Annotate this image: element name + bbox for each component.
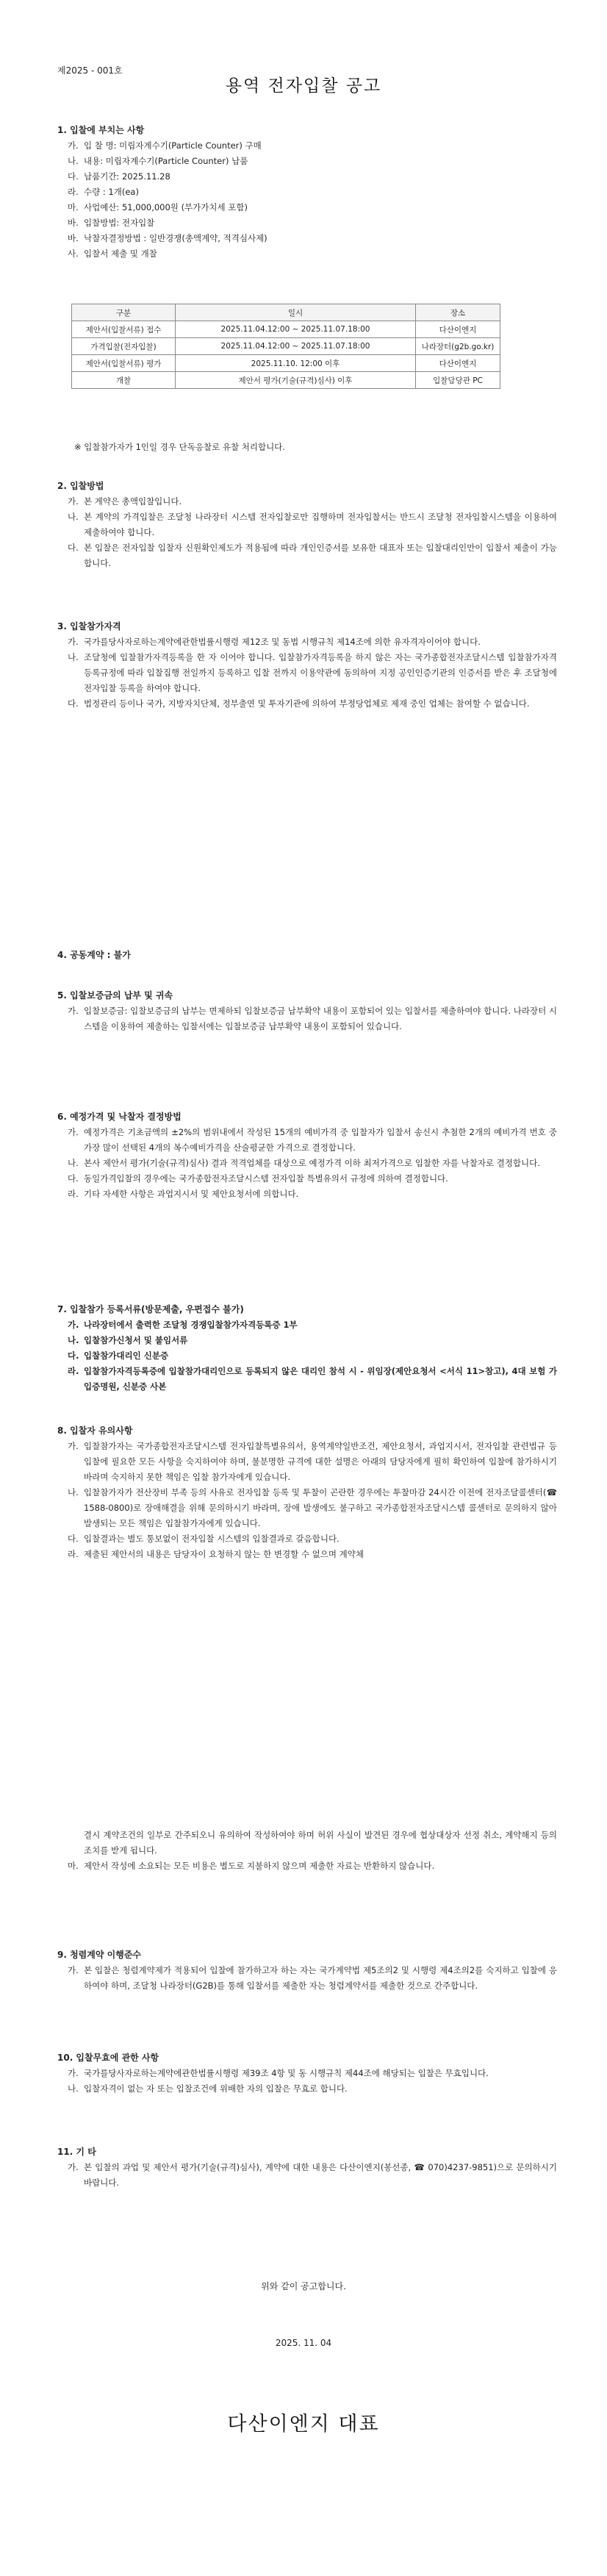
section-8 <box>57 1424 557 1562</box>
section-3-title: 3. 입찰참가자격 <box>57 621 121 632</box>
single-bidder-note: ※ 입찰참가자가 1인일 경우 단독응찰로 유찰 처리합니다. <box>74 442 285 452</box>
section-7-title: 7. 입찰참가 등록서류(방문제출, 우편접수 불가) <box>57 1304 244 1314</box>
list-item-label: 가. <box>68 1441 79 1451</box>
section-1 <box>57 124 557 262</box>
section-11 <box>57 2145 557 2191</box>
list-item-text: 제안서 작성에 소요되는 모든 비용은 별도로 지불하지 않으며 제출한 자료는 반환하지 않습니다. <box>84 1861 435 1871</box>
list-item <box>57 154 557 169</box>
table-cell: 개찰 <box>72 372 176 389</box>
list-item-text: 제출된 제안서의 내용은 담당자이 요청하지 않는 한 변경할 수 없으며 계약체 <box>84 1549 364 1559</box>
list-item-text: 예정가격은 기초금액의 ±2%의 범위내에서 작성된 15개의 예비가격 중 입찰자가 입찰서 송신시 추첨한 2개의 예비가격 번호 중 가장 많이 선택된 4개의 복수예비가격을 산술평균한 가격으로 결정합니다. <box>84 1127 557 1153</box>
list-item <box>57 1333 557 1348</box>
list-item-label: 가. <box>68 2068 79 2078</box>
section-6-title: 6. 예정가격 및 낙찰자 결정방법 <box>57 1112 182 1122</box>
section-8-continued <box>57 1828 557 1874</box>
list-item <box>57 696 557 712</box>
list-item <box>57 650 557 696</box>
table-row <box>72 355 500 372</box>
list-item <box>57 1531 557 1547</box>
list-item-label: 다. <box>68 1534 79 1544</box>
list-item <box>57 1317 557 1333</box>
list-item-text: 입찰결과는 별도 통보없이 전자입찰 시스템의 입찰결과로 갈음합니다. <box>84 1534 340 1544</box>
list-item-text: 수량 : 1개(ea) <box>84 187 139 197</box>
list-item-label: 나. <box>68 2083 79 2094</box>
list-item-text: 조달청에 입찰참가자격등록을 한 자 이어야 합니다. 입찰참가자격등록을 하지 않은 자는 국가종합전자조달시스템 입찰참가자격 등록규정에 따라 입찰집행 전일까지 등록하고 입찰 전까지 이용약관에 동의하여 지정 공인인증기관의 인증서를 받은 후 조달청에 전자입찰 등록을 하여야 합니다. <box>84 652 557 693</box>
list-item <box>57 200 557 215</box>
list-item <box>57 634 557 650</box>
list-item-text: 입찰참가자격등록증에 입찰참가대리인으로 등록되지 않은 대리인 참석 시 - 위임장(제안요청서 <서식 11>참고), 4대 보험 가입증명원, 신분증 사본 <box>84 1366 557 1392</box>
doc-number: 제2025 - 001호 <box>57 65 123 76</box>
list-item-label: 다. <box>68 171 79 182</box>
list-item <box>57 1156 557 1171</box>
list-item <box>57 185 557 200</box>
list-item <box>57 1547 557 1562</box>
list-item-label: 마. <box>68 1861 79 1871</box>
section-9 <box>57 1948 557 1994</box>
section-1-title: 1. 입찰에 부치는 사항 <box>57 125 145 135</box>
list-item-label: 가. <box>68 1320 79 1330</box>
table-header-row <box>72 304 500 321</box>
table-cell: 2025.11.04.12:00 ~ 2025.11.07.18:00 <box>176 338 416 355</box>
list-item <box>57 1187 557 1202</box>
list-item-text: 입찰방법: 전자입찰 <box>84 218 155 228</box>
list-item <box>57 1858 557 1874</box>
list-item-text: 본 입찰의 과업 및 제안서 평가(기술(규격)심사), 계약에 대한 내용은 다산이엔지(봉선종, ☎ 070)4237-9851)으로 문의하시기 바랍니다. <box>84 2162 557 2188</box>
list-item <box>57 1485 557 1531</box>
table-cell: 2025.11.04.12:00 ~ 2025.11.07.18:00 <box>176 321 416 338</box>
section-4-title: 4. 공동계약 : 불가 <box>57 950 131 960</box>
section-2-title: 2. 입찰방법 <box>57 481 104 491</box>
notice-date: 2025. 11. 04 <box>275 2338 332 2348</box>
list-item-text: 낙찰자결정방법 : 일반경쟁(총액계약, 적격심사제) <box>84 233 267 243</box>
section-2 <box>57 479 557 571</box>
list-item <box>57 215 557 231</box>
list-item-label: 바. <box>68 233 79 243</box>
list-item <box>57 1439 557 1485</box>
list-item-text: 국가를당사자로하는계약에관한법률시행령 제12조 및 동법 시행규칙 제14조에 의한 유자격자이어야 합니다. <box>84 637 481 647</box>
list-item <box>57 1003 557 1034</box>
table-cell: 다산이엔지 <box>416 321 500 338</box>
table-header-cell: 일시 <box>176 304 416 321</box>
list-item-label: 나. <box>68 1158 79 1168</box>
list-item-text: 입찰자격이 없는 자 또는 입찰조건에 위배한 자의 입찰은 무효로 합니다. <box>84 2083 348 2094</box>
list-item-label: 라. <box>68 1366 79 1376</box>
list-item-label: 다. <box>68 698 79 709</box>
list-item <box>57 1171 557 1187</box>
table-cell: 2025.11.10. 12:00 이후 <box>176 355 416 372</box>
section-10 <box>57 2051 557 2097</box>
list-item <box>57 1364 557 1395</box>
list-item <box>57 246 557 262</box>
section-5 <box>57 989 557 1034</box>
list-item-text: 기타 자세한 사항은 과업지시서 및 제안요청서에 의합니다. <box>84 1189 299 1199</box>
list-item <box>57 1125 557 1156</box>
list-item-label: 바. <box>68 218 79 228</box>
list-item-text: 입찰참가자가 전산장비 부족 등의 사유로 전자입찰 등록 및 투찰이 곤란한 경우에는 투찰마감 24시간 이전에 전자조달콜센터(☎ 1588-0800)로 장애해결을 위해 문의하시기 바라며, 장애 발생에도 불구하고 국가종합전자조달시스템 콜센터로 문의하지 않아 발생되는 모든 책임은 입찰참가자에게 있습니다. <box>84 1487 557 1528</box>
list-item-label: 나. <box>68 1487 79 1498</box>
list-item-text: 내용: 미립자계수기(Particle Counter) 납품 <box>84 156 248 166</box>
list-item-text: 국가를당사자로하는계약에관한법률시행령 제39조 4항 및 동 시행규칙 제44조에 해당되는 입찰은 무효입니다. <box>84 2068 489 2078</box>
list-item-label: 나. <box>68 156 79 166</box>
section-4 <box>57 948 557 963</box>
table-cell: 입찰담당관 PC <box>416 372 500 389</box>
table-cell: 제안서 평가(기술(규격)심사) 이후 <box>176 372 416 389</box>
signer-name: 다산이엔지 대표 <box>227 2413 380 2436</box>
table-cell: 제안서(입찰서류) 접수 <box>72 321 176 338</box>
section-6 <box>57 1110 557 1202</box>
list-item-label: 나. <box>68 512 79 522</box>
list-item <box>57 231 557 246</box>
list-item-label: 나. <box>68 1335 79 1345</box>
list-item <box>57 1963 557 1994</box>
table-cell: 나라장터(g2b.go.kr) <box>416 338 500 355</box>
section-3 <box>57 620 557 712</box>
list-item-text: 입찰참가자는 국가종합전자조달시스템 전자입찰특별유의서, 용역계약일반조건, 제안요청서, 과업지시서, 전자입찰 관련법규 등 입찰에 필요한 모든 사항을 숙지하여야 하며, 불분명한 규격에 대한 설명은 아래의 담당자에게 필히 확인하여 입찰에 참가하시기 바라며 숙지하지 못한 책임은 입찰 참가자에게 있습니다. <box>84 1441 557 1482</box>
list-item <box>57 540 557 571</box>
section-11-title: 11. 기 타 <box>57 2147 96 2157</box>
closing-statement: 위와 같이 공고합니다. <box>261 2281 346 2291</box>
section-5-title: 5. 입찰보증금의 납부 및 귀속 <box>57 990 173 1001</box>
list-item-label: 라. <box>68 1189 79 1199</box>
list-item-label: 가. <box>68 2162 79 2172</box>
list-item-label: 나. <box>68 652 79 662</box>
page-title: 용역 전자입찰 공고 <box>225 76 382 96</box>
section-10-title: 10. 입찰무효에 관한 사항 <box>57 2053 159 2063</box>
list-item-label: 가. <box>68 140 79 151</box>
section-9-title: 9. 청렴계약 이행준수 <box>57 1950 142 1960</box>
list-item <box>57 2160 557 2191</box>
list-item <box>57 509 557 540</box>
list-item-text: 입 찰 명: 미립자계수기(Particle Counter) 구매 <box>84 140 262 151</box>
list-item-label: 가. <box>68 1006 79 1016</box>
table-header-cell: 구분 <box>72 304 176 321</box>
list-item-text: 입찰보증금: 입찰보증금의 납부는 면제하되 입찰보증금 납부확약 내용이 포함되어 있는 입찰서를 제출하여야 합니다. 나라장터 시스템을 이용하여 제출하는 입찰서에는 입찰보증금 납부확약 내용이 포함되어 있습니다. <box>84 1006 557 1031</box>
list-item-text: 본 입찰은 청렴계약제가 적용되어 입찰에 참가하고자 하는 자는 국가계약법 제5조의2 및 시행령 제4조의2를 숙지하고 입찰에 응하여야 하며, 조달청 나라장터(G2B)를 통해 입찰서를 제출한 자는 청렴계약서를 제출한 것으로 간주합니다. <box>84 1965 557 1991</box>
list-item-text: 동일가격입찰의 경우에는 국가종합전자조달시스템 전자입찰 특별유의서 규정에 의하여 결정합니다. <box>84 1173 448 1184</box>
list-item-text: 납품기간: 2025.11.28 <box>84 171 170 182</box>
list-item-label: 마. <box>68 202 79 212</box>
list-item-label: 가. <box>68 1965 79 1975</box>
list-item-label: 라. <box>68 1549 79 1559</box>
schedule-table <box>71 304 500 389</box>
list-item <box>57 138 557 154</box>
list-item-text: 본 입찰은 전자입찰 입찰자 신원확인제도가 적용됨에 따라 개인인증서를 보유한 대표자 또는 입찰대리인만이 입찰서 제출이 가능합니다. <box>84 543 557 568</box>
list-item <box>57 494 557 509</box>
table-cell: 제안서(입찰서류) 평가 <box>72 355 176 372</box>
section-8-title: 8. 입찰자 유의사항 <box>57 1425 133 1436</box>
table-row <box>72 338 500 355</box>
list-item <box>57 1348 557 1364</box>
list-item-label: 다. <box>68 543 79 553</box>
list-item-label: 가. <box>68 496 79 507</box>
list-item-text: 본사 제안서 평가(기술(규격)심사) 결과 적격업체를 대상으로 예정가격 이하 최저가격으로 입찰한 자를 낙찰자로 결정합니다. <box>84 1158 540 1168</box>
list-item-text: 나라장터에서 출력한 조달청 경쟁입찰참가자격등록증 1부 <box>84 1320 298 1330</box>
list-item-text: 입찰서 제출 및 개찰 <box>84 248 157 259</box>
list-item-text: 사업예산: 51,000,000원 (부가가치세 포함) <box>84 202 248 212</box>
table-header-cell: 장소 <box>416 304 500 321</box>
table-cell: 다산이엔지 <box>416 355 500 372</box>
list-item-text: 본 계약의 가격입찰은 조달청 나라장터 시스템 전자입찰로만 집행하며 전자입찰서는 반드시 조달청 전자입찰시스템을 이용하여 제출하여야 합니다. <box>84 512 557 537</box>
section-8-continuation-text: 결시 계약조건의 일부로 간주되오니 유의하여 작성하여야 하며 허위 사실이 발견된 경우에 협상대상자 선정 취소, 계약해지 등의 조치를 받게 됩니다. <box>84 1830 557 1856</box>
list-item-label: 가. <box>68 637 79 647</box>
list-item-label: 다. <box>68 1350 79 1361</box>
list-item-label: 다. <box>68 1173 79 1184</box>
list-item-text: 입찰참가신청서 및 붙임서류 <box>84 1335 188 1345</box>
list-item-label: 사. <box>68 248 79 259</box>
list-item <box>57 2081 557 2097</box>
list-item-text: 입찰참가대리인 신분증 <box>84 1350 169 1361</box>
table-cell: 가격입찰(전자입찰) <box>72 338 176 355</box>
list-item <box>57 169 557 185</box>
section-7 <box>57 1303 557 1395</box>
list-item <box>57 2066 557 2081</box>
table-row <box>72 321 500 338</box>
table-row <box>72 372 500 389</box>
list-item-label: 가. <box>68 1127 79 1137</box>
list-item-label: 라. <box>68 187 79 197</box>
list-item-text: 법정관리 등이나 국가, 지방자치단체, 정부출연 및 투자기관에 의하여 부정당업체로 제재 중인 업체는 참여할 수 없습니다. <box>84 698 530 709</box>
list-item-text: 본 계약은 총액입찰입니다. <box>84 496 182 507</box>
